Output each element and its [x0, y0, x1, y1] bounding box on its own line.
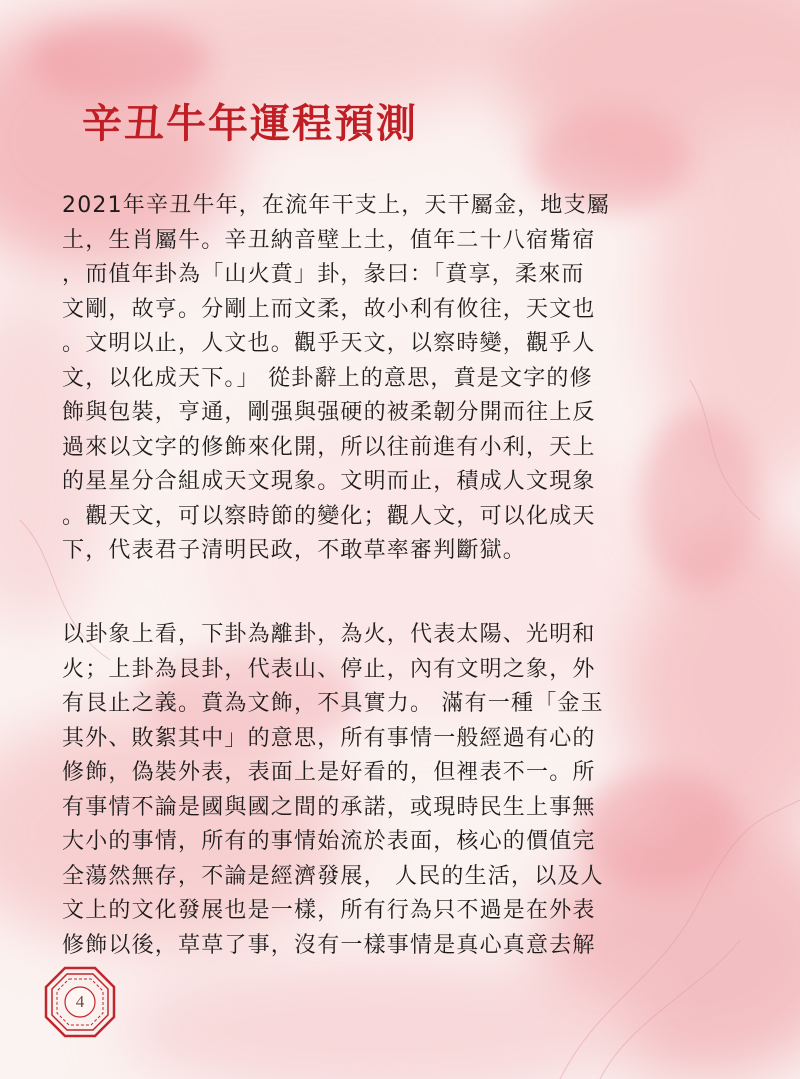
text-line: 。觀天文，可以察時節的變化；觀人文，可以化成天	[62, 503, 596, 529]
text-line: 下，代表君子清明民政，不敢草率審判斷獄。	[62, 538, 527, 563]
text-line: 土，生肖屬牛。辛丑納音壁上土，值年二十八宿觜宿	[62, 227, 596, 253]
text-line: 。文明以止，人文也。觀乎天文，以察時變，觀乎人	[62, 331, 596, 356]
page-number: 4	[75, 992, 85, 1011]
paragraph-1	[62, 189, 610, 569]
text-line: 修飾以後，草草了事，沒有一樣事情是真心真意去解	[62, 932, 596, 958]
text-line: 以卦象上看，下卦為離卦，為火，代表太陽、光明和	[62, 622, 596, 647]
text-line: 大小的事情，所有的事情始流於表面，核心的價值完	[62, 829, 596, 854]
text-line: 文上的文化發展也是一樣，所有行為只不過是在外表	[62, 898, 596, 923]
text-line: 全蕩然無存，不論是經濟發展， 人民的生活，以及人	[62, 863, 604, 889]
text-line: ，而值年卦為「山火賁」卦，彖曰：「賁享，柔來而	[62, 262, 585, 287]
page-number-badge	[44, 966, 116, 1038]
text-line: 文剛，故亨。分剛上而文柔，故小利有攸往，天文也	[62, 296, 596, 322]
text-line: 修飾，偽裝外表，表面上是好看的，但裡表不一。所	[62, 760, 596, 785]
text-line: 其外、敗絮其中」的意思，所有事情一般經過有心的	[62, 725, 596, 751]
paragraph-2	[62, 618, 604, 963]
text-line: 過來以文字的修飾來化開，所以往前進有小利，天上	[62, 434, 596, 460]
text-line: 的星星分合組成天文現象。文明而止，積成人文現象	[62, 469, 596, 494]
text-line: 有艮止之義。賁為文飾，不具實力。 滿有一種「金玉	[62, 691, 604, 716]
text-line: 有事情不論是國與國之間的承諾，或現時民生上事無	[62, 794, 596, 820]
text-line: 文，以化成天下。」 從卦辭上的意思，賁是文字的修	[62, 365, 593, 391]
page-title: 辛丑牛年運程預測	[82, 100, 418, 147]
text-line: 飾與包裝，亨通，剛强與强硬的被柔韌分開而往上反	[62, 400, 596, 425]
text-line: 火；上卦為艮卦，代表山、停止，內有文明之象，外	[62, 656, 596, 682]
text-line: 2021年辛丑牛年，在流年干支上，天干屬金，地支屬	[62, 193, 610, 218]
